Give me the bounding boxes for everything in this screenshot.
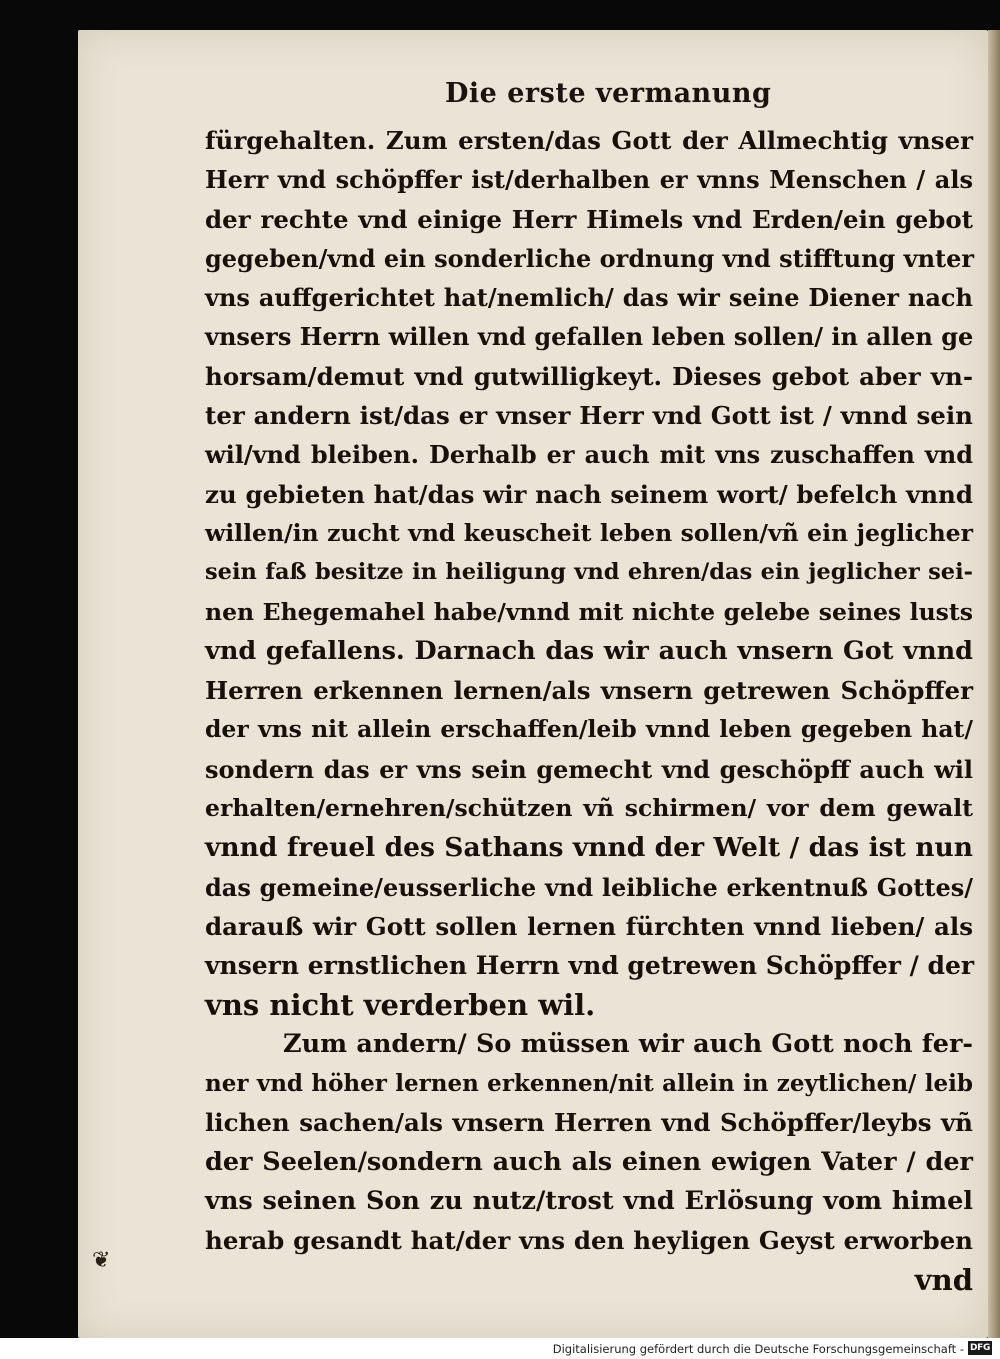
ornament-icon: ❦	[92, 1248, 111, 1273]
text-line: vnd	[914, 1262, 973, 1297]
book-edge	[988, 30, 1000, 1338]
dfg-logo-icon: DFG	[969, 1343, 991, 1353]
text-line: Herr vnd schöpffer ist/derhalben er vnns Menschen / als	[205, 165, 973, 195]
text-line: Zum andern/ So müssen wir auch Gott noch fer-	[283, 1028, 973, 1059]
text-line: wil/vnd bleiben. Derhalb er auch mit vns zuschaffen vnd	[205, 440, 973, 470]
text-line: gegeben/vnd ein sonderliche ordnung vnd stifftung vnter	[205, 243, 975, 273]
text-line: willen/in zucht vnd keuscheit leben sollen/vñ ein jeglicher	[205, 518, 973, 547]
text-line: sondern das er vns sein gemecht vnd geschöpff auch wil	[205, 754, 973, 784]
text-line: Herren erkennen lernen/als vnsern getrewen Schöpffer	[205, 676, 973, 706]
text-line: fürgehalten. Zum ersten/das Gott der Allmechtig vnser	[205, 126, 973, 155]
text-line: sein faß besitze in heiligung vnd ehren/das ein jeglicher sei-	[205, 559, 973, 586]
text-line: der Seelen/sondern auch als einen ewigen Vater / der	[205, 1146, 973, 1177]
text-line: der vns nit allein erschaffen/leib vnnd leben gegeben hat/	[205, 715, 973, 744]
text-line: erhalten/ernehren/schützen vñ schirmen/ vor dem gewalt	[205, 794, 973, 823]
text-line: ter andern ist/das er vnser Herr vnd Gott ist / vnnd sein	[205, 401, 973, 431]
running-head: Die erste vermanung	[445, 78, 772, 109]
text-line: das gemeine/eusserliche vnd leibliche erkentnuß Gottes/	[205, 872, 973, 902]
body-text	[205, 121, 973, 1300]
text-line: zu gebieten hat/das wir nach seinem wort/ befelch vnnd	[205, 479, 973, 509]
text-line: der rechte vnd einige Herr Himels vnd Erden/ein gebot	[205, 204, 973, 234]
text-line: nen Ehegemahel habe/vnnd mit nichte gelebe seines lusts	[205, 597, 973, 626]
text-line: horsam/demut vnd gutwilligkeyt. Dieses gebot aber vn-	[205, 361, 973, 391]
text-line: vns seinen Son zu nutz/trost vnd Erlösung vom himel	[205, 1186, 973, 1217]
funding-credit: Digitalisierung gefördert durch die Deutsche Forschungsgemeinschaft -	[552, 1342, 964, 1356]
text-line: vnsers Herrn willen vnd gefallen leben sollen/ in allen ge	[205, 322, 974, 352]
text-line: ner vnd höher lernen erkennen/nit allein in zeytlichen/ leib	[205, 1070, 973, 1098]
text-line: herab gesandt hat/der vns den heyligen Geyst erworben	[205, 1226, 973, 1256]
text-line: vns auffgerichtet hat/nemlich/ das wir seine Diener nach	[205, 283, 973, 313]
text-line: vnsern ernstlichen Herrn vnd getrewen Schöpffer / der	[205, 951, 975, 981]
text-line: lichen sachen/als vnsern Herren vnd Schöpffer/leybs vñ	[205, 1108, 973, 1138]
text-line: vns nicht verderben wil.	[205, 987, 596, 1022]
text-line: vnd gefallens. Darnach das wir auch vnsern Got vnnd	[205, 635, 973, 666]
text-line: darauß wir Gott sollen lernen fürchten vnnd lieben/ als	[205, 911, 973, 941]
text-line: vnnd freuel des Sathans vnnd der Welt / das ist nun	[205, 832, 973, 864]
